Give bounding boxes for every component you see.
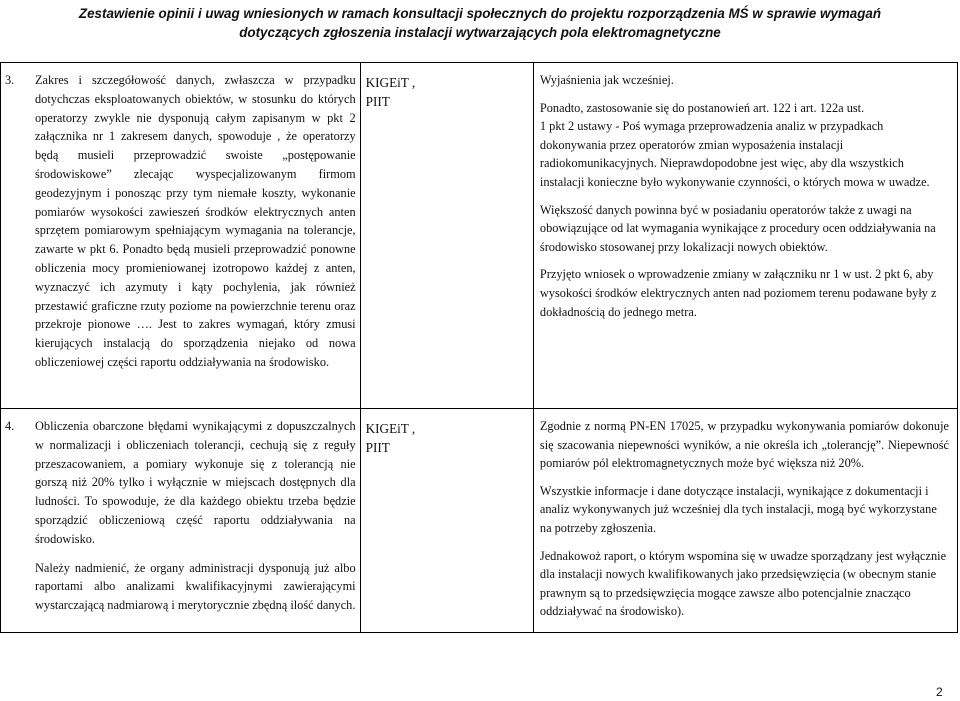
remark-text: Obliczenia obarczone błędami wynikającymi z dopuszczalnych w normalizacji i obliczeniach tolerancji, cechują się z reguły przeszacowaniem, a pomiary wykonuje się z tolerancją nie gorszą niż 20% tylko i wyłącznie w miejscach dostępnych dla ludności. To spowoduje, że dla każdego obiektu trzeba będzie sporządzić obliczeniową część raportu oddziaływania na środowisko. (35, 419, 356, 546)
organization-name: KIGEiT , (365, 75, 416, 90)
response-paragraph: Wszystkie informacje i dane dotyczące instalacji, wynikające z dokumentacji i analiz wykonywanych już wcześniej dla tych instalacji, mogą być wykorzystane na potrzeby zgłoszenia. (539, 483, 937, 535)
organization-name-2: PIIT (365, 94, 390, 109)
response-cell (533, 63, 957, 409)
response-paragraph: Wyjaśnienia jak wcześniej. (539, 73, 674, 87)
remark-cell (1, 63, 361, 409)
response-paragraph: Jednakowoż raport, o którym wspomina się w uwadze sporządzany jest wyłącznie dla instalacji nowych kwalifikowanych jako przedsięwzięcia (w obecnym stanie prawnym są to przedsięwzięcia mogące zawsze albo potencjalnie znacząco oddziaływać na środowisko). (539, 548, 947, 619)
document-header (0, 4, 960, 42)
organization-name: KIGEiT , (365, 421, 416, 436)
organization-name-2: PIIT (365, 440, 390, 455)
response-paragraph: Przyjęto wniosek o wprowadzenie zmiany w załączniku nr 1 w ust. 2 pkt 6, aby wysokości środków elektrycznych anten nad poziomem terenu podawane były z dokładnością do jednego metra. (539, 267, 937, 319)
header-line-2: dotyczących zgłoszenia instalacji wytwarzających pola elektromagnetyczne (239, 25, 721, 40)
row-number: 3. (5, 73, 15, 87)
organization-cell (360, 63, 533, 409)
organization-cell (360, 409, 533, 633)
response-cell (533, 409, 957, 633)
table-row (1, 409, 958, 633)
page-number: 2 (936, 685, 943, 699)
remark-text: Zakres i szczegółowość danych, zwłaszcza w przypadku dotychczas eksploatowanych obiektów, w stosunku do których operatorzy zwykle nie dysponują całym zapisanym w pkt 2 załącznika nr 1 zakresem danych, spowoduje , że operatorzy będą musieli przeprowadzić swoiste „postępowanie środowiskowe” zlecając wyspecjalizowanym firmom geodezyjnym i ponosząc przy tym niemałe koszty, wykonanie pomiarów wysokości zawieszeń środków elektrycznych anten sprzętem pomiarowym spełniającym wymagania na tolerancje, zawarte w pkt 6. Ponadto będą musieli przeprowadzić ponowne obliczenia mocy promieniowanej izotropowo każdej z anten, wyznaczyć ich azymuty i kąty pochylenia, jak również przestawić graficzne rzuty poziome na powierzchnie terenu oraz przekroje pionowe …. Jest to zakres wymagań, który zmusi kierujących instalacją do sporządzenia niejako od nowa obliczeniowej części raportu oddziaływania na środowisko. (35, 73, 356, 369)
response-paragraph: Zgodnie z normą PN-EN 17025, w przypadku wykonywania pomiarów dokonuje się szacowania niepewności wyników, a nie określa ich „tolerancję”. Niepewność pomiarów pól elektromagnetycznych może być większa niż 20%. (539, 419, 949, 471)
consultation-table (0, 62, 958, 633)
remark-text: Należy nadmienić, że organy administracji dysponują już albo raportami albo analizami kwalifikacyjnymi zawierającymi wystarczającą nadmiarową i merytorycznie zbędną ilość danych. (35, 560, 356, 613)
response-paragraph: 1 pkt 2 ustawy - Poś wymaga przeprowadzenia analiz w przypadkach dokonywania przez operatorów zmian wyposażenia instalacji radiokomunikacyjnych. Nieprawdopodobne jest więc, aby dla wszystkich instalacji konieczne było wykonywanie czynności, o których mowa w uwadze. (539, 119, 930, 189)
response-paragraph: Ponadto, zastosowanie się do postanowień art. 122 i art. 122a ust. (539, 100, 865, 115)
header-line-1: Zestawienie opinii i uwag wniesionych w ramach konsultacji społecznych do projektu rozporządzenia MŚ w sprawie wymagań (78, 6, 882, 21)
response-paragraph: Większość danych powinna być w posiadaniu operatorów także z uwagi na obowiązujące od lat wymagania wynikające z procedury ocen oddziaływania na środowisko stosowanej przy lokalizacji nowych obiektów. (539, 202, 936, 254)
table-row (1, 63, 958, 409)
remark-cell (1, 409, 361, 633)
row-number: 4. (5, 419, 15, 433)
